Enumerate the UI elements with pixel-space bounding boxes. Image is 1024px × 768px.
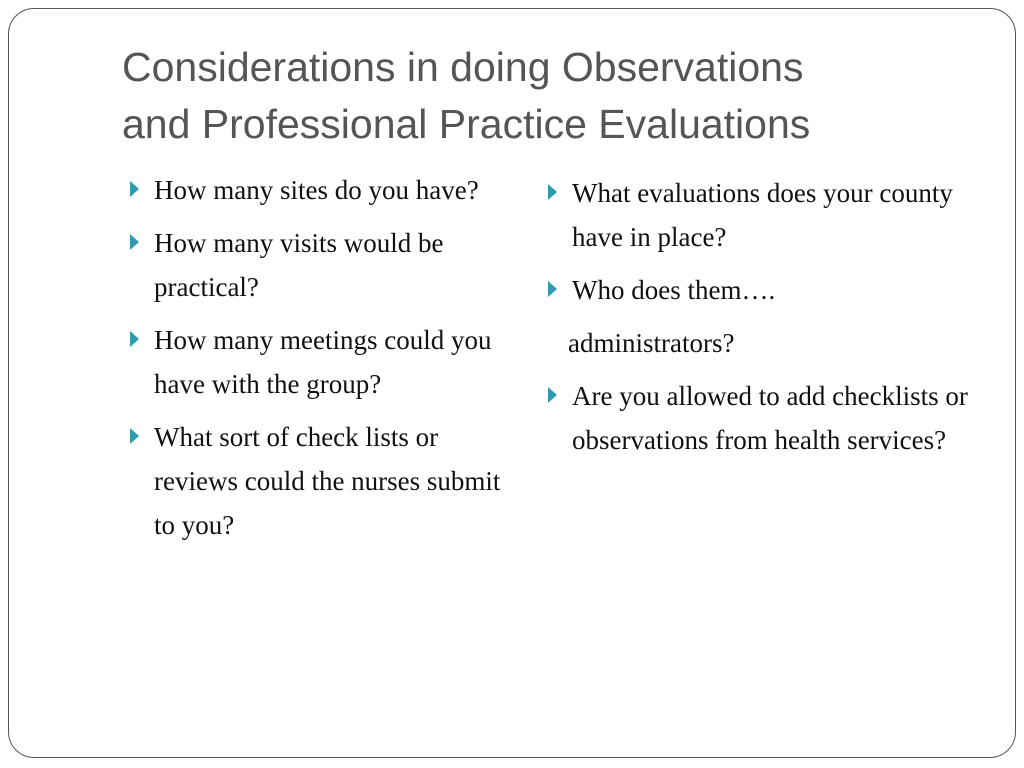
- list-item-text: How many meetings could you have with the group?: [154, 325, 492, 399]
- right-bullet-list: [546, 171, 1006, 471]
- triangle-bullet-icon: [130, 181, 139, 197]
- triangle-bullet-icon: [548, 281, 557, 297]
- list-item-text: Who does them….: [572, 275, 776, 305]
- triangle-bullet-icon: [130, 331, 139, 347]
- triangle-bullet-icon: [548, 184, 557, 200]
- title-line-1: Considerations in doing Observations: [122, 44, 804, 90]
- slide-title: [122, 39, 1002, 153]
- list-item-text: administrators?: [568, 328, 735, 358]
- list-item-text: What evaluations does your county have in place?: [572, 178, 953, 252]
- list-item-text: Are you allowed to add checklists or observations from health services?: [572, 381, 968, 455]
- list-item-text: How many sites do you have?: [154, 175, 479, 205]
- list-item: [546, 171, 1006, 259]
- left-bullet-list: [128, 168, 518, 556]
- list-item-text: How many visits would be practical?: [154, 228, 444, 302]
- list-item: [128, 221, 518, 309]
- list-item-continuation: [546, 321, 1006, 365]
- list-item: [128, 415, 518, 547]
- triangle-bullet-icon: [130, 234, 139, 250]
- list-item-text: What sort of check lists or reviews could the nurses submit to you?: [154, 422, 501, 540]
- list-item: [546, 268, 1006, 312]
- title-line-2: and Professional Practice Evaluations: [122, 101, 811, 147]
- triangle-bullet-icon: [130, 428, 139, 444]
- triangle-bullet-icon: [548, 387, 557, 403]
- list-item: [128, 168, 518, 212]
- list-item: [546, 374, 1006, 462]
- list-item: [128, 318, 518, 406]
